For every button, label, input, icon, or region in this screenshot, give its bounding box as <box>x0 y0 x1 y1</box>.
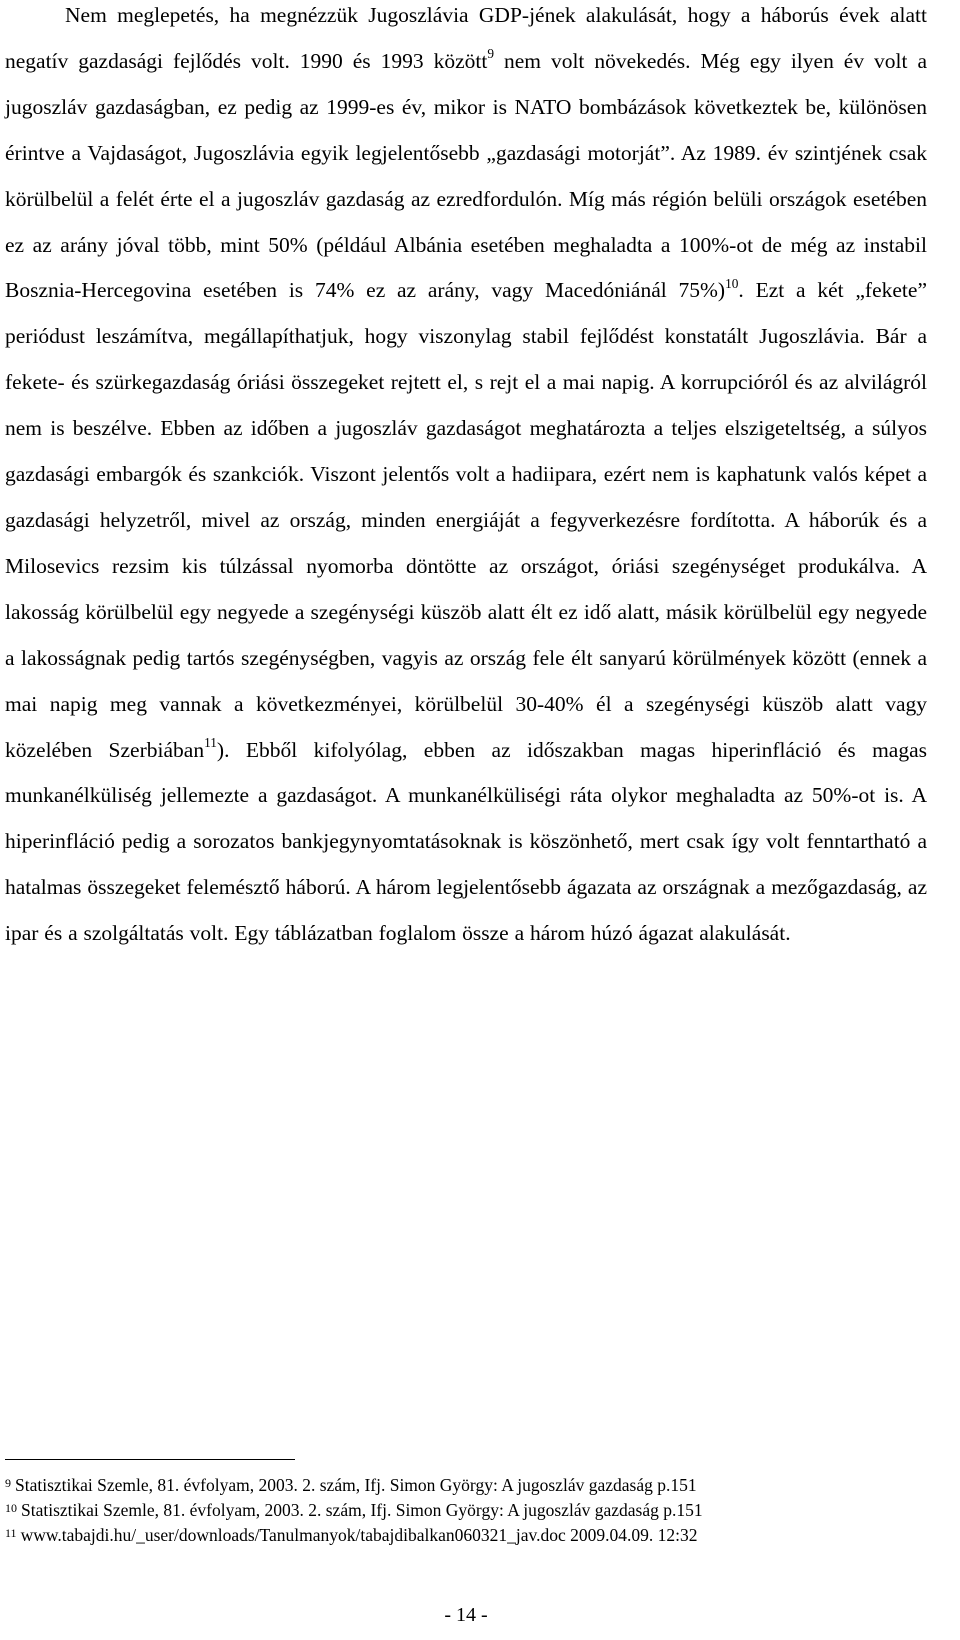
footnotes-section <box>5 1473 927 1548</box>
footnote-text: Statisztikai Szemle, 81. évfolyam, 2003. 2. szám, Ifj. Simon György: A jugoszláv gazdaság p.151 <box>15 1475 697 1495</box>
paragraph-text: . Ezt a két „fekete” periódust leszámítva, megállapíthatjuk, hogy viszonylag stabil fejlődést konstatált Jugoszlávia. Bár a fekete- és szürkegazdaság óriási összegeket rejtett el, s rejt el a mai napig. A korrupcióról és az alvilágról nem is beszélve. Ebben az időben a jugoszláv gazdaságot meghatározta a teljes elszigeteltség, a súlyos gazdasági embargók és szankciók. Viszont jelentős volt a hadiipara, ezért nem is kaphatunk valós képet a gazdasági helyzetről, mivel az ország, minden energiáját a fegyverkezésre fordította. A háborúk és a Milosevics rezsim kis túlzással nyomorba döntötte az országot, óriási szegénységet produkálva. A lakosság körülbelül egy negyede a szegénységi küszöb alatt élt ez idő alatt, másik körülbelül egy negyede a lakosságnak pedig tartós szegénységben, vagyis az ország fele élt sanyarú körülmények között (ennek a mai napig meg vannak a következményei, körülbelül 30-40% él a szegénységi küszöb alatt vagy közelében Szerbiában <box>5 278 927 762</box>
footnote-text[interactable]: www.tabajdi.hu/_user/downloads/Tanulmanyok/tabajdibalkan060321_jav.doc 2009.04.09. 12:32 <box>20 1525 698 1545</box>
body-paragraph <box>5 0 927 957</box>
footnote-ref-10[interactable]: 10 <box>725 275 739 291</box>
footnote-text: Statisztikai Szemle, 81. évfolyam, 2003. 2. szám, Ifj. Simon György: A jugoszláv gazdaság p.151 <box>21 1500 703 1520</box>
footnote-number: 11 <box>5 1526 17 1541</box>
paragraph-text: Nem meglepetés, ha megnézzük Jugoszlávia GDP-jének alakulását, hogy a háborús évek alatt negatív gazdasági fejlődés volt. 1990 és 1993 között <box>5 3 927 73</box>
page-number: - 14 - <box>444 1604 488 1626</box>
footnote-number: 10 <box>5 1501 17 1516</box>
paragraph-text: nem volt növekedés. Még egy ilyen év volt a jugoszláv gazdaságban, ez pedig az 1999-es év, mikor is NATO bombázások következtek be, különösen érintve a Vajdaságot, Jugoszlávia egyik legjelentősebb „gazdasági motorját”. Az 1989. év szintjének csak körülbelül a felét érte el a jugoszláv gazdaság az ezredfordulón. Míg más régión belüli országok esetében ez az arány jóval több, mint 50% (például Albánia esetében meghaladta a 100%-ot de még az instabil Bosznia-Hercegovina esetében is 74% ez az arány, vagy Macedóniánál 75%) <box>5 48 927 303</box>
footnote-11 <box>5 1523 927 1548</box>
paragraph-text: ). Ebből kifolyólag, ebben az időszakban magas hiperinfláció és magas munkanélküliség jellemezte a gazdaságot. A munkanélküliségi ráta olykor meghaladta az 50%-ot is. A hiperinfláció pedig a sorozatos bankjegynyomtatásoknak is köszönhető, mert csak így volt fenntartható a hatalmas összegeket felemésztő háború. A három legjelentősebb ágazata az országnak a mezőgazdaság, az ipar és a szolgáltatás volt. Egy táblázatban foglalom össze a három húzó ágazat alakulását. <box>5 737 928 946</box>
footnote-separator <box>5 1459 295 1460</box>
footnote-ref-11[interactable]: 11 <box>204 735 217 751</box>
document-page <box>5 0 927 1640</box>
footnote-9 <box>5 1473 927 1498</box>
footnote-number: 9 <box>5 1476 11 1491</box>
footnote-ref-9[interactable]: 9 <box>487 46 494 62</box>
footnote-10 <box>5 1498 927 1523</box>
